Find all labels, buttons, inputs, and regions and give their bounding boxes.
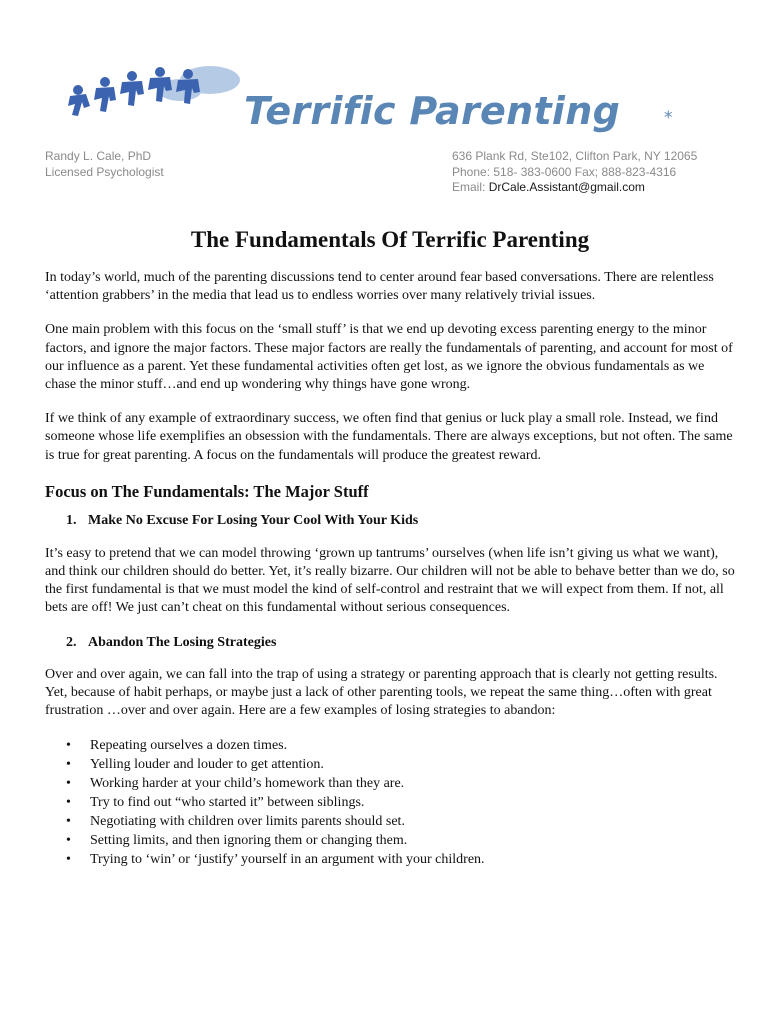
list-item: • Yelling louder and louder to get attention.	[66, 757, 324, 773]
email-line	[452, 180, 697, 196]
phone-fax: Phone: 518- 383-0600 Fax; 888-823-4316	[452, 164, 677, 179]
item-1-number: 1.	[66, 512, 77, 528]
contact-block	[452, 149, 697, 196]
email-link[interactable]: DrCale.Assistant@gmail.com	[488, 180, 645, 194]
item-1-body: It’s easy to pretend that we can model throwing ‘grown up tantrums’ ourselves (when life isn’t giving us what we want), and think our children should do better. Yet, it’s really bizarre. Our children will not be able to behave better than we do, so the first fundamental is that we must model the kind of self-control and restraint that we will expect from them. If not, all bets are off! We just can’t cheat on this fundamental without serious consequences.	[45, 545, 735, 616]
author-title: Licensed Psychologist	[45, 164, 164, 179]
list-item: • Repeating ourselves a dozen times.	[66, 738, 288, 754]
intro-paragraph-1: In today’s world, much of the parenting discussions tend to center around fear based conversations. There are relentless ‘attention grabbers’ in the media that lead us to endless worries over many relatively trivial issues.	[45, 270, 714, 304]
section-heading: Focus on The Fundamentals: The Major Stuff	[45, 481, 369, 501]
bullet-icon: •	[66, 833, 71, 849]
author-name: Randy L. Cale, PhD	[45, 149, 152, 163]
document-body	[45, 225, 735, 869]
email-label: Email:	[452, 180, 489, 194]
bullet-icon: •	[66, 852, 71, 868]
item-2-number: 2.	[66, 634, 77, 650]
list-item: • Try to find out “who started it” between siblings.	[66, 795, 365, 811]
address: 636 Plank Rd, Ste102, Clifton Park, NY 12065	[452, 149, 698, 163]
bullet-icon: •	[66, 795, 71, 811]
brand-name: Terrific Parenting	[244, 89, 621, 133]
brand-mark: *	[664, 108, 673, 128]
bullet-icon: •	[66, 738, 71, 754]
item-1-title: Make No Excuse For Losing Your Cool With Your Kids	[88, 512, 419, 528]
bullet-icon: •	[66, 757, 71, 773]
intro-paragraph-2: One main problem with this focus on the ‘small stuff’ is that we end up devoting excess parenting energy to the minor factors, and ignore the major factors. These major factors are really the fundamentals of parenting, and account for most of our influence as a parent. Yet these fundamental activities often get lost, as we ignore the obvious fundamentals as we chase the minor stuff…and end up wondering why things have gone wrong.	[45, 322, 733, 393]
item-2-body: Over and over again, we can fall into the trap of using a strategy or parenting approach that is clearly not getting results. Yet, because of habit perhaps, or maybe just a lack of other parenting tools, we repeat the same thing…often with great frustration …over and over again. Here are a few examples of losing strategies to abandon:	[45, 666, 718, 719]
losing-strategies-list	[45, 736, 735, 869]
list-item: • Trying to ‘win’ or ‘justify’ yourself in an argument with your children.	[66, 852, 485, 868]
intro-paragraph-3: If we think of any example of extraordinary success, we often find that genius or luck play a small role. Instead, we find someone whose life exemplifies an obsession with the fundamentals. There are always exceptions, but not often. The same is true for great parenting. A focus on the fundamentals will produce the greatest reward.	[45, 411, 733, 463]
bullet-icon: •	[66, 814, 71, 830]
list-item: • Negotiating with children over limits parents should set.	[66, 814, 405, 830]
item-2-heading	[45, 633, 735, 653]
children-holding-hands-logo	[60, 60, 245, 130]
bullet-icon: •	[66, 776, 71, 792]
document-title: The Fundamentals Of Terrific Parenting	[190, 227, 590, 252]
item-1-heading	[45, 511, 735, 531]
item-2-title: Abandon The Losing Strategies	[88, 634, 277, 650]
author-block	[45, 149, 164, 180]
list-item: • Setting limits, and then ignoring them or changing them.	[66, 833, 408, 849]
list-item: • Working harder at your child’s homework than they are.	[66, 776, 405, 792]
